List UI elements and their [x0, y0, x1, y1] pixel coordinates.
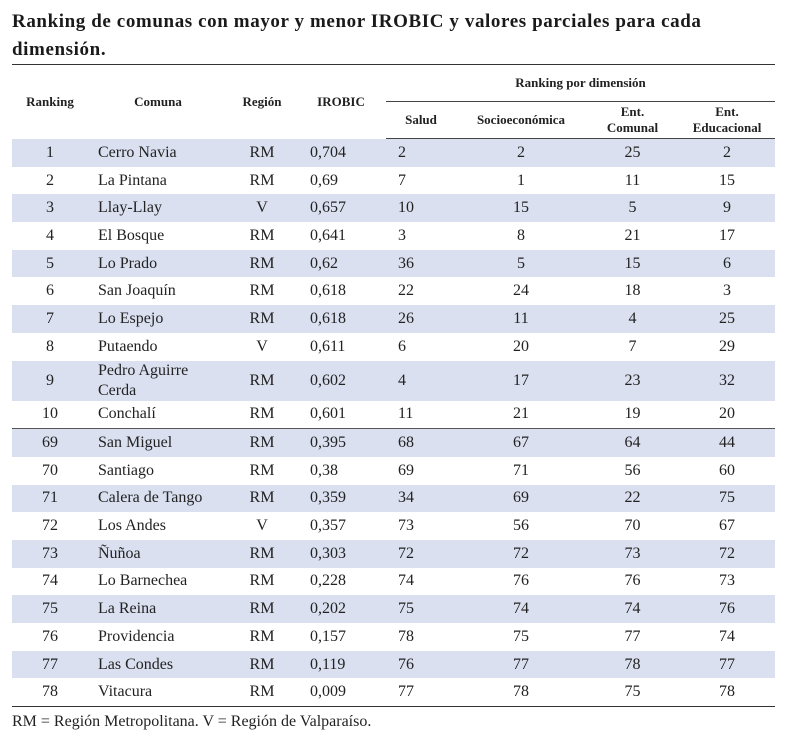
cell-ent-educacional: 29: [719, 337, 736, 355]
table-footnote: RM = Región Metropolitana. V = Región de Valparaíso.: [12, 713, 372, 730]
cell-salud: 75: [386, 595, 456, 623]
cell-ranking: 70: [42, 461, 58, 479]
ranking-table-container: [12, 64, 775, 707]
table-row: [12, 167, 775, 195]
table-row: [12, 678, 775, 706]
cell-irobic: 0,303: [296, 540, 386, 568]
cell-ent-educacional: 60: [719, 461, 736, 479]
table-row: [12, 305, 775, 333]
cell-irobic: 0,611: [310, 337, 346, 355]
cell-comuna: Providencia: [98, 627, 175, 645]
cell-region: RM: [249, 226, 275, 244]
cell-socioeconomica: 24: [513, 282, 529, 300]
cell-region: RM: [249, 572, 275, 590]
cell-ent-comunal: 19: [624, 405, 641, 423]
cell-irobic: 0,228: [310, 572, 346, 590]
cell-ent-educacional: 20: [719, 405, 736, 423]
table-title: Ranking de comunas con mayor y menor IROBIC y valores parciales para cada dimensión.: [12, 11, 702, 60]
table-row: [12, 595, 775, 623]
cell-ent-educacional: 3: [723, 282, 732, 300]
cell-irobic: 0,119: [296, 651, 386, 679]
cell-ent-comunal: 76: [624, 572, 641, 590]
cell-comuna: Los Andes: [98, 517, 166, 535]
cell-ranking: 78: [12, 678, 88, 706]
table-row: [12, 429, 775, 457]
cell-ent-educacional: 77: [679, 651, 775, 679]
cell-ent-comunal: 4: [586, 305, 679, 333]
cell-ent-comunal: 22: [586, 485, 679, 513]
cell-salud: 74: [398, 572, 414, 590]
header-ent-educ-line1: Ent.: [715, 104, 739, 119]
cell-ent-comunal: 5: [586, 194, 679, 222]
cell-irobic: 0,62: [296, 250, 386, 278]
cell-ent-educacional: 9: [679, 194, 775, 222]
cell-comuna: Calera de Tango: [88, 485, 228, 513]
cell-socioeconomica: 1: [517, 171, 525, 189]
header-irobic: IROBIC: [296, 65, 386, 139]
cell-irobic: 0,601: [310, 405, 346, 423]
cell-socioeconomica: 15: [456, 194, 586, 222]
table-row: [12, 250, 775, 278]
cell-socioeconomica: 76: [513, 572, 529, 590]
cell-salud: 4: [386, 361, 456, 401]
cell-socioeconomica: 2: [456, 139, 586, 167]
cell-region: RM: [228, 305, 296, 333]
cell-irobic: 0,602: [296, 361, 386, 401]
cell-socioeconomica: 11: [456, 305, 586, 333]
cell-ent-comunal: 78: [586, 651, 679, 679]
cell-salud: 72: [386, 540, 456, 568]
cell-socioeconomica: 72: [456, 540, 586, 568]
table-row: [12, 194, 775, 222]
cell-socioeconomica: 67: [456, 429, 586, 457]
cell-ranking: 72: [42, 517, 58, 535]
header-region: Región: [228, 65, 296, 139]
cell-region: RM: [249, 171, 275, 189]
cell-ent-comunal: 74: [586, 595, 679, 623]
cell-salud: 11: [398, 405, 414, 423]
cell-irobic: 0,38: [310, 461, 338, 479]
cell-comuna: Lo Prado: [88, 250, 228, 278]
cell-ranking: 10: [42, 405, 58, 423]
cell-ent-comunal: 15: [586, 250, 679, 278]
cell-comuna: Lo Espejo: [88, 305, 228, 333]
cell-socioeconomica: 74: [456, 595, 586, 623]
cell-salud: 73: [398, 517, 414, 535]
header-comuna: Comuna: [88, 65, 228, 139]
cell-salud: 36: [386, 250, 456, 278]
cell-ent-comunal: 77: [624, 627, 641, 645]
cell-ent-comunal: 75: [586, 678, 679, 706]
cell-salud: 22: [398, 282, 414, 300]
cell-irobic: 0,357: [310, 517, 346, 535]
cell-socioeconomica: 17: [456, 361, 586, 401]
header-ranking: Ranking: [12, 65, 88, 139]
cell-irobic: 0,618: [310, 282, 346, 300]
table-row: [12, 651, 775, 679]
cell-salud: 3: [398, 226, 406, 244]
cell-salud: 26: [386, 305, 456, 333]
cell-ent-educacional: 44: [679, 429, 775, 457]
cell-ent-educacional: 76: [679, 595, 775, 623]
header-ent-comunal: [586, 102, 679, 139]
cell-ent-educacional: 78: [679, 678, 775, 706]
header-ent-educacional: [679, 102, 775, 139]
table-row: [12, 139, 775, 167]
cell-region: RM: [228, 139, 296, 167]
cell-ent-comunal: 64: [586, 429, 679, 457]
table-row: [12, 623, 775, 651]
cell-comuna: San Miguel: [88, 429, 228, 457]
cell-region: RM: [228, 678, 296, 706]
cell-ent-educacional: 75: [679, 485, 775, 513]
header-group-dimension: Ranking por dimensión: [386, 65, 775, 102]
cell-ent-educacional: 72: [679, 540, 775, 568]
table-row: [12, 568, 775, 596]
cell-irobic: 0,395: [296, 429, 386, 457]
cell-ranking: 7: [12, 305, 88, 333]
cell-comuna: Santiago: [98, 461, 154, 479]
cell-ent-educacional: 32: [679, 361, 775, 401]
table-row: [12, 512, 775, 540]
cell-socioeconomica: 20: [513, 337, 529, 355]
cell-ent-comunal: 70: [624, 517, 641, 535]
header-row-1: [12, 65, 775, 102]
cell-region: V: [256, 337, 268, 355]
ranking-table: [12, 64, 775, 707]
cell-irobic: 0,157: [310, 627, 346, 645]
cell-ent-comunal: 7: [628, 337, 637, 355]
cell-salud: 77: [386, 678, 456, 706]
cell-irobic: 0,704: [296, 139, 386, 167]
cell-comuna: San Joaquín: [98, 282, 176, 300]
table-row: [12, 540, 775, 568]
cell-ent-educacional: 73: [719, 572, 736, 590]
cell-salud: 69: [398, 461, 414, 479]
cell-socioeconomica: 71: [513, 461, 529, 479]
cell-region: RM: [228, 485, 296, 513]
cell-region: RM: [249, 282, 275, 300]
cell-salud: 2: [386, 139, 456, 167]
cell-ranking: 9: [12, 361, 88, 401]
cell-ent-comunal: 18: [624, 282, 641, 300]
cell-ent-educacional: 2: [679, 139, 775, 167]
cell-irobic: 0,009: [296, 678, 386, 706]
cell-socioeconomica: 5: [456, 250, 586, 278]
cell-salud: 34: [386, 485, 456, 513]
cell-region: RM: [249, 405, 275, 423]
cell-salud: 76: [386, 651, 456, 679]
cell-ranking: 6: [46, 282, 54, 300]
cell-ranking: 5: [12, 250, 88, 278]
cell-ranking: 69: [12, 429, 88, 457]
cell-comuna: Cerro Navia: [88, 139, 228, 167]
cell-region: RM: [228, 595, 296, 623]
header-salud: Salud: [386, 102, 456, 139]
cell-socioeconomica: 21: [513, 405, 529, 423]
cell-ent-educacional: 17: [719, 226, 736, 244]
cell-comuna: Conchalí: [98, 405, 156, 423]
cell-region: RM: [228, 651, 296, 679]
cell-comuna: La Reina: [88, 595, 228, 623]
cell-comuna: Putaendo: [98, 337, 158, 355]
cell-socioeconomica: 56: [513, 517, 529, 535]
cell-ent-comunal: 23: [586, 361, 679, 401]
cell-ranking: 73: [12, 540, 88, 568]
cell-comuna: La Pintana: [98, 171, 167, 189]
cell-ranking: 71: [12, 485, 88, 513]
cell-ent-comunal: 11: [624, 171, 641, 189]
cell-comuna: Pedro Aguirre Cerda: [88, 361, 228, 401]
cell-socioeconomica: 69: [456, 485, 586, 513]
header-ent-educ-line2: Educacional: [692, 120, 762, 135]
cell-ranking: 1: [12, 139, 88, 167]
cell-ranking: 3: [12, 194, 88, 222]
table-row: [12, 401, 775, 429]
cell-socioeconomica: 77: [456, 651, 586, 679]
cell-ranking: 77: [12, 651, 88, 679]
cell-ent-educacional: 6: [679, 250, 775, 278]
cell-ent-comunal: 21: [624, 226, 641, 244]
header-ent-comunal-line2: Comunal: [606, 120, 659, 135]
cell-ranking: 76: [42, 627, 58, 645]
cell-irobic: 0,618: [296, 305, 386, 333]
cell-ranking: 2: [46, 171, 54, 189]
table-row: [12, 222, 775, 250]
cell-ent-comunal: 25: [586, 139, 679, 167]
cell-irobic: 0,657: [296, 194, 386, 222]
cell-comuna: Lo Barnechea: [98, 572, 188, 590]
cell-region: RM: [228, 250, 296, 278]
cell-irobic: 0,69: [310, 171, 338, 189]
cell-ent-educacional: 25: [679, 305, 775, 333]
cell-socioeconomica: 8: [517, 226, 525, 244]
cell-ranking: 75: [12, 595, 88, 623]
cell-ent-comunal: 56: [624, 461, 641, 479]
cell-region: RM: [249, 627, 275, 645]
cell-region: RM: [228, 361, 296, 401]
cell-ent-comunal: 73: [586, 540, 679, 568]
header-socioeconomica: Socioeconómica: [456, 102, 586, 139]
cell-region: RM: [249, 461, 275, 479]
cell-ranking: 74: [42, 572, 58, 590]
cell-salud: 7: [398, 171, 406, 189]
cell-comuna: Llay-Llay: [88, 194, 228, 222]
table-row: [12, 457, 775, 485]
cell-region: RM: [228, 540, 296, 568]
cell-socioeconomica: 75: [513, 627, 529, 645]
cell-socioeconomica: 78: [456, 678, 586, 706]
cell-salud: 6: [398, 337, 406, 355]
cell-region: V: [228, 194, 296, 222]
cell-irobic: 0,359: [296, 485, 386, 513]
cell-irobic: 0,202: [296, 595, 386, 623]
header-ent-comunal-line1: Ent.: [620, 104, 645, 119]
cell-comuna: Las Condes: [88, 651, 228, 679]
cell-ranking: 8: [46, 337, 54, 355]
cell-irobic: 0,641: [310, 226, 346, 244]
table-body: [12, 139, 775, 707]
cell-region: V: [256, 517, 268, 535]
table-row: [12, 485, 775, 513]
cell-comuna: Ñuñoa: [88, 540, 228, 568]
cell-comuna: Vitacura: [88, 678, 228, 706]
cell-ranking: 4: [46, 226, 54, 244]
cell-ent-educacional: 74: [719, 627, 736, 645]
table-row: [12, 333, 775, 361]
table-row: [12, 361, 775, 401]
cell-comuna: El Bosque: [98, 226, 165, 244]
cell-salud: 78: [398, 627, 414, 645]
cell-ent-educacional: 67: [719, 517, 736, 535]
cell-salud: 10: [386, 194, 456, 222]
cell-region: RM: [228, 429, 296, 457]
cell-salud: 68: [386, 429, 456, 457]
table-row: [12, 277, 775, 305]
cell-ent-educacional: 15: [719, 171, 736, 189]
